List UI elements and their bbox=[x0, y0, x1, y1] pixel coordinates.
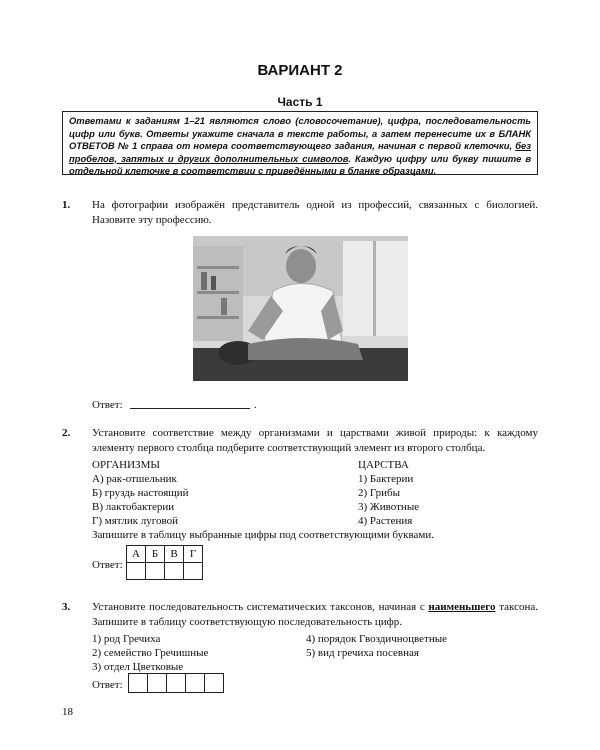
question-2-answer-label: Ответ: bbox=[92, 559, 123, 571]
kingdom-item: 1) Бактерии bbox=[358, 473, 414, 485]
organism-item: Б) груздь настоящий bbox=[92, 487, 189, 499]
question-3-answer-label: Ответ: bbox=[92, 679, 123, 691]
organism-item: А) рак-отшельник bbox=[92, 473, 177, 485]
kingdom-item: 4) Растения bbox=[358, 515, 413, 527]
variant-title: ВАРИАНТ 2 bbox=[257, 62, 343, 79]
answer-cell[interactable] bbox=[166, 673, 186, 693]
question-1-text: На фотографии изображён представитель одной из профессий, связанных с биологией. Назовите эту профессию. bbox=[92, 199, 538, 226]
massage-photo bbox=[193, 236, 408, 381]
question-3-answer-boxes bbox=[128, 673, 223, 697]
taxon-item: 4) порядок Гвоздичноцветные bbox=[306, 633, 448, 645]
answer-table-header: В bbox=[165, 546, 184, 563]
kingdom-item: 2) Грибы bbox=[358, 487, 400, 499]
question-3-text-end: таксона. Запишите в таблицу соответствующую последовательность цифр. bbox=[92, 601, 538, 628]
answer-cell[interactable] bbox=[146, 563, 165, 580]
instructions-underlined: без пробелов, запятых и других дополнительных символов bbox=[69, 140, 531, 164]
taxon-item: 3) отдел Цветковые bbox=[92, 661, 184, 673]
instructions-text-end: . Каждую цифру или букву пишите в отдельной клеточке в соответствии с приведёнными в бланке образцами. bbox=[69, 152, 531, 177]
taxon-item: 2) семейство Гречишные bbox=[92, 647, 209, 659]
organisms-header: ОРГАНИЗМЫ bbox=[92, 459, 160, 471]
answer-cell[interactable] bbox=[184, 563, 203, 580]
organism-item: Г) мятлик луговой bbox=[92, 515, 179, 527]
table-instruction: Запишите в таблицу выбранные цифры под соответствующими буквами. bbox=[92, 529, 434, 541]
question-2-text: Установите соответствие между организмами и царствами живой природы: к каждому элементу первого столбца подберите соответствующий элемент из второго столбца. bbox=[92, 427, 538, 454]
page-number: 18 bbox=[62, 706, 73, 718]
answer-table-header: Б bbox=[146, 546, 165, 563]
part-title: Часть 1 bbox=[277, 95, 323, 109]
question-3-emphasis: наименьшего bbox=[428, 601, 496, 613]
question-2-answer-table bbox=[126, 545, 203, 580]
question-1-answer-period: . bbox=[254, 399, 257, 411]
answer-cell[interactable] bbox=[185, 673, 205, 693]
organism-item: В) лактобактерии bbox=[92, 501, 175, 513]
question-3-text bbox=[92, 600, 538, 630]
answer-cell[interactable] bbox=[165, 563, 184, 580]
question-1-answer-field[interactable] bbox=[130, 408, 250, 409]
question-2-number: 2. bbox=[62, 427, 71, 439]
taxon-item: 5) вид гречиха посевная bbox=[306, 647, 419, 659]
question-3-text-start: Установите последовательность систематических таксонов, начиная с bbox=[92, 601, 429, 613]
question-1-answer-label: Ответ: bbox=[92, 399, 123, 411]
question-1-number: 1. bbox=[62, 199, 71, 211]
instructions-text: Ответами к заданиям 1–21 являются слово (словосочетание), цифра, последовательность цифр или букв. Ответы укажите сначала в тексте работы, а затем перенесите их в БЛАНК ОТВЕТОВ № 1 справа от номера соответствующего задания, начиная с первой клеточки, bbox=[69, 115, 531, 152]
answer-table-header: Г bbox=[184, 546, 203, 563]
kingdoms-header: ЦАРСТВА bbox=[358, 459, 409, 471]
answer-cell[interactable] bbox=[127, 563, 146, 580]
kingdom-item: 3) Животные bbox=[358, 501, 420, 513]
instructions-box bbox=[62, 111, 538, 175]
question-3-number: 3. bbox=[62, 601, 71, 613]
answer-cell[interactable] bbox=[147, 673, 167, 693]
answer-cell[interactable] bbox=[204, 673, 224, 693]
answer-table-header: А bbox=[127, 546, 146, 563]
answer-cell[interactable] bbox=[128, 673, 148, 693]
taxon-item: 1) род Гречиха bbox=[92, 633, 161, 645]
